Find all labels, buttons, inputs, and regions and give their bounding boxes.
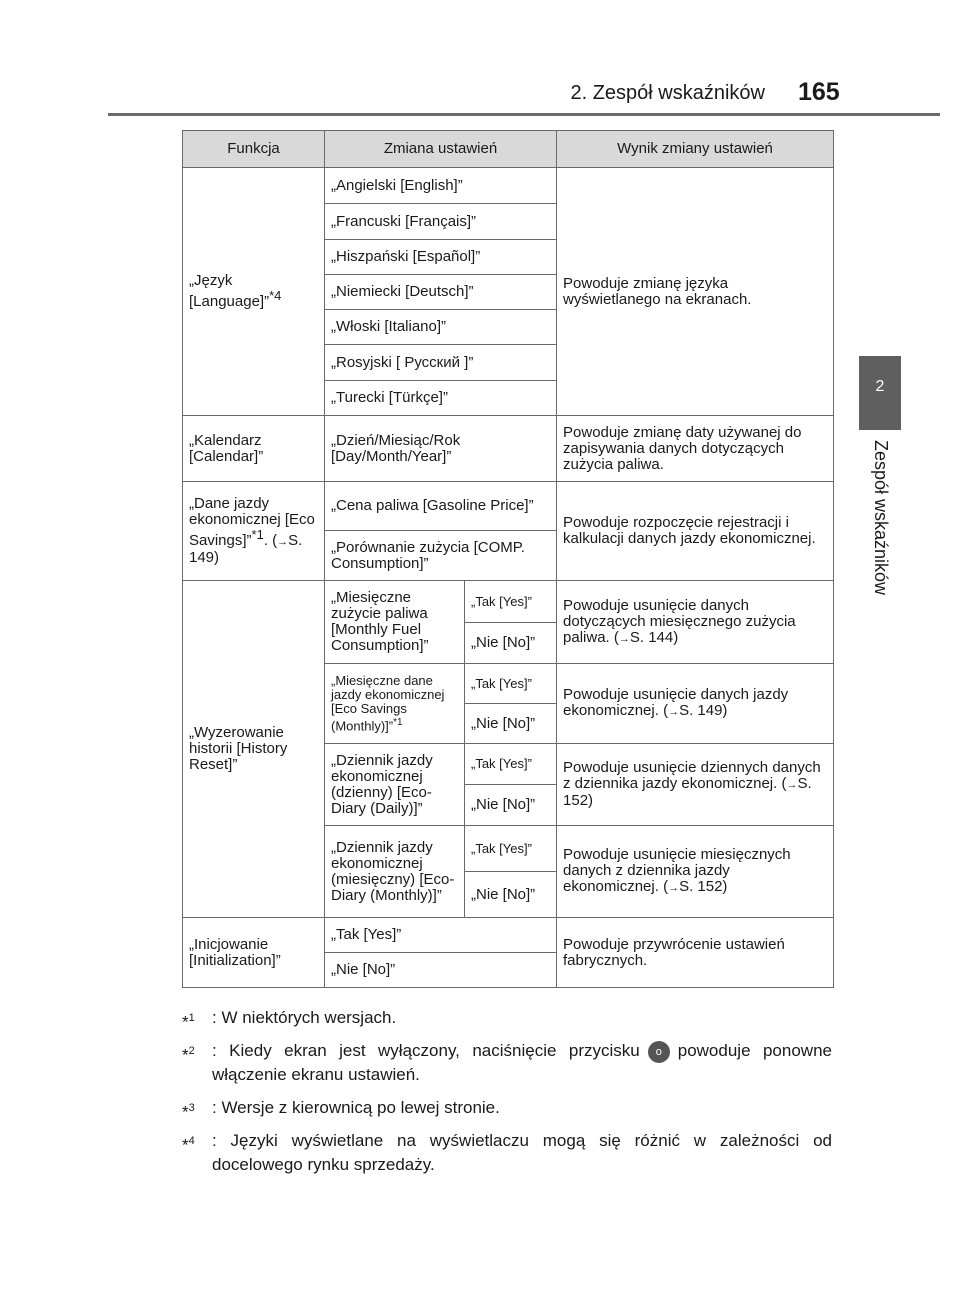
eco-result: Powoduje rozpoczęcie rejestracji i kalkulacji danych jazdy ekonomicznej. bbox=[557, 482, 834, 581]
calendar-function-cell: „Kalendarz [Calendar]” bbox=[183, 416, 325, 482]
language-option: „Angielski [English]” bbox=[325, 168, 557, 204]
footnote-mark: *$^3$ bbox=[182, 1102, 195, 1122]
language-option: „Rosyjski [ Русский ]” bbox=[325, 345, 557, 381]
init-function-cell: „Inicjowanie [Initialization]” bbox=[183, 918, 325, 988]
calendar-option: „Dzień/Miesiąc/Rok [Day/Month/Year]” bbox=[325, 416, 557, 482]
language-function-cell: „Język [Language]”$^{*4}$ bbox=[183, 168, 325, 416]
footnote-ref: *1 bbox=[393, 716, 403, 728]
arrow-right-icon: → bbox=[668, 706, 680, 718]
init-result: Powoduje przywrócenie ustawień fabrycznych. bbox=[557, 918, 834, 988]
table-row bbox=[183, 918, 834, 953]
footnote-mark: *$^4$ bbox=[182, 1135, 195, 1155]
table-header-row bbox=[183, 131, 834, 168]
footnotes bbox=[182, 1006, 832, 1186]
yes-option: „Tak [Yes]” bbox=[465, 581, 557, 623]
eco-option: „Porównanie zużycia [COMP. Consumption]” bbox=[325, 531, 557, 581]
page-number: 165 bbox=[798, 78, 840, 106]
history-option: „Miesięczne dane jazdy ekonomicznej [Eco Savings (Monthly)]”$^{*1}$ bbox=[325, 664, 465, 744]
chapter-side-label-text: Zespół wskaźników bbox=[871, 440, 891, 596]
language-option: „Turecki [Türkçe]” bbox=[325, 381, 557, 416]
language-option: „Francuski [Français]” bbox=[325, 204, 557, 240]
settings-button-icon: o bbox=[648, 1041, 670, 1063]
history-option: „Dziennik jazdy ekonomicznej (dzienny) [Eco-Diary (Daily)]” bbox=[325, 744, 465, 826]
footnote-item: *$^1$ : W niektórych wersjach. bbox=[182, 1006, 832, 1030]
no-option: „Nie [No]” bbox=[465, 623, 557, 664]
footnote-item: *$^2$ : Kiedy ekran jest wyłączony, naciśnięcie przycisku o powoduje ponowne włączenie ekranu ustawień. bbox=[182, 1041, 832, 1084]
calendar-result: Powoduje zmianę daty używanej do zapisywania danych dotyczących zużycia paliwa. bbox=[557, 416, 834, 482]
arrow-right-icon: → bbox=[668, 882, 680, 894]
eco-option: „Cena paliwa [Gasoline Price]” bbox=[325, 482, 557, 531]
table-row bbox=[183, 416, 834, 482]
footnote-item: *$^3$ : Wersje z kierownicą po lewej stronie. bbox=[182, 1096, 832, 1120]
footnote-item: *$^4$ : Języki wyświetlane na wyświetlaczu mogą się różnić w zależności od docelowego rynku sprzedaży. bbox=[182, 1131, 832, 1174]
yes-option: „Tak [Yes]” bbox=[325, 918, 557, 953]
table-row bbox=[183, 482, 834, 531]
arrow-right-icon: → bbox=[277, 536, 289, 548]
history-result: Powoduje usunięcie miesięcznych danych z dziennika jazdy ekonomicznej. (→S. 152) bbox=[557, 826, 834, 918]
history-result: Powoduje usunięcie danych dotyczących miesięcznego zużycia paliwa. (→S. 144) bbox=[557, 581, 834, 664]
no-option: „Nie [No]” bbox=[465, 872, 557, 918]
header-setting-change: Zmiana ustawień bbox=[325, 131, 557, 168]
no-option: „Nie [No]” bbox=[465, 704, 557, 744]
language-option: „Niemiecki [Deutsch]” bbox=[325, 275, 557, 310]
no-option: „Nie [No]” bbox=[465, 785, 557, 826]
arrow-right-icon: → bbox=[786, 779, 798, 791]
footnote-ref: *4 bbox=[269, 288, 282, 303]
chapter-tab-number: 2 bbox=[875, 378, 885, 395]
settings-table bbox=[182, 130, 834, 988]
arrow-right-icon: → bbox=[618, 632, 630, 645]
table-row bbox=[183, 581, 834, 623]
history-result: Powoduje usunięcie dziennych danych z dziennika jazdy ekonomicznej. (→S. 152) bbox=[557, 744, 834, 826]
header-divider bbox=[108, 113, 940, 116]
history-option: „Dziennik jazdy ekonomicznej (miesięczny) [Eco-Diary (Monthly)]” bbox=[325, 826, 465, 918]
eco-function-cell: „Dane jazdy ekonomicznej [Eco Savings]”$^{*1}$. (→S. 149) bbox=[183, 482, 325, 581]
history-result: Powoduje usunięcie danych jazdy ekonomicznej. (→S. 149) bbox=[557, 664, 834, 744]
footnote-ref: *1 bbox=[251, 527, 264, 542]
language-option: „Hiszpański [Español]” bbox=[325, 240, 557, 275]
page-header-title: 2. Zespół wskaźników bbox=[570, 82, 765, 104]
yes-option: „Tak [Yes]” bbox=[465, 826, 557, 872]
header-function: Funkcja bbox=[183, 131, 325, 168]
footnote-mark: *$^1$ bbox=[182, 1012, 195, 1032]
history-option: „Miesięczne zużycie paliwa [Monthly Fuel Consumption]” bbox=[325, 581, 465, 664]
history-function-cell: „Wyzerowanie historii [History Reset]” bbox=[183, 581, 325, 918]
no-option: „Nie [No]” bbox=[325, 953, 557, 988]
table-row bbox=[183, 168, 834, 204]
chapter-side-label bbox=[868, 440, 892, 620]
footnote-mark: *$^2$ bbox=[182, 1045, 195, 1065]
yes-option: „Tak [Yes]” bbox=[465, 744, 557, 785]
yes-option: „Tak [Yes]” bbox=[465, 664, 557, 704]
header-result: Wynik zmiany ustawień bbox=[557, 131, 834, 168]
language-result: Powoduje zmianę języka wyświetlanego na ekranach. bbox=[557, 168, 834, 416]
language-option: „Włoski [Italiano]” bbox=[325, 310, 557, 345]
